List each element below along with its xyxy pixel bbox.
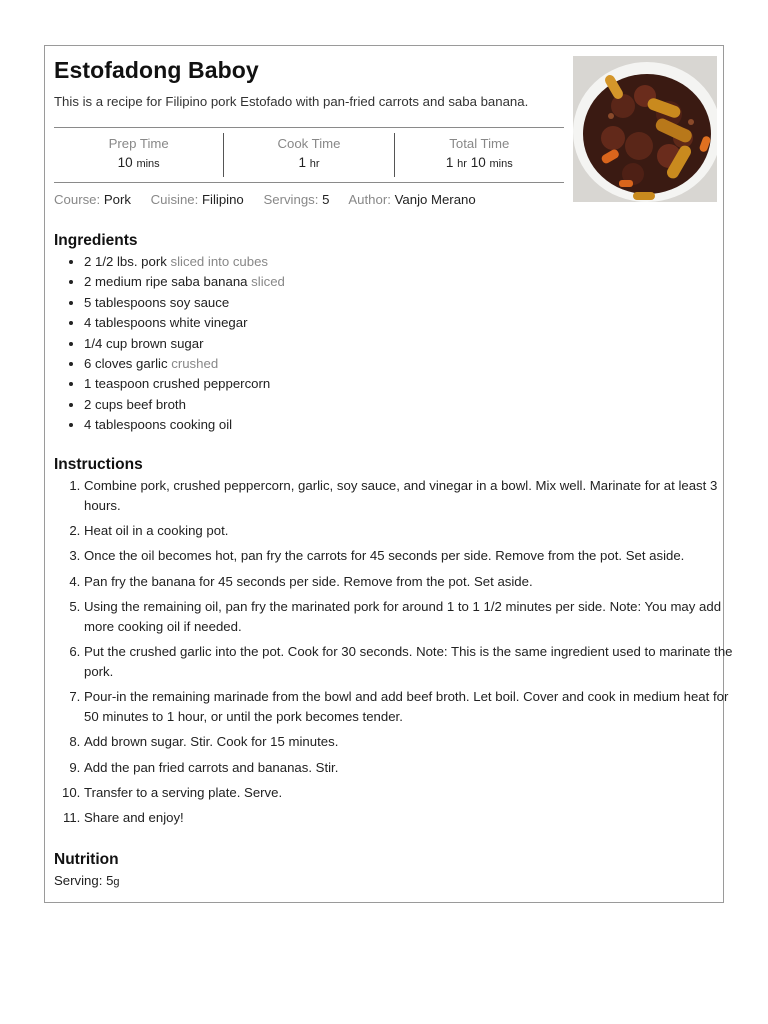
ingredient-text: 2 1/2 lbs. pork (84, 254, 167, 269)
ingredient-text: 1 teaspoon crushed peppercorn (84, 376, 271, 392)
prep-time-number: 10 (117, 155, 133, 170)
course-value: Pork (103, 192, 131, 207)
recipe-title: Estofadong Baboy (54, 57, 259, 83)
prep-time (54, 128, 223, 182)
author-label: Author: (348, 192, 391, 207)
cuisine-value: Filipino (201, 192, 244, 207)
instruction-step: 3. Once the oil becomes hot, pan fry the carrots for 45 seconds per side. Remove from the pot. Set aside. (84, 546, 734, 566)
ingredient-item (84, 354, 285, 374)
instruction-step: 11. Share and enjoy! (84, 808, 734, 828)
total-time-value (395, 153, 564, 174)
total-time-minutes: 10 (470, 155, 486, 170)
ingredient-item (84, 374, 285, 394)
prep-time-unit: mins (136, 158, 160, 170)
instruction-step: 10. Transfer to a serving plate. Serve. (84, 783, 734, 803)
ingredient-item (84, 313, 285, 333)
recipe-card (44, 45, 733, 903)
cook-time-number: 1 (298, 155, 306, 170)
instruction-step: 7. Pour-in the remaining marinade from the bowl and add beef broth. Let boil. Cover and cook in medium heat for 50 minutes to 1 hour, or until the pork becomes tender. (84, 687, 734, 727)
total-time-label: Total Time (449, 136, 510, 151)
course-meta (54, 192, 131, 207)
ingredient-note: sliced (251, 274, 285, 290)
cuisine-meta (151, 192, 244, 207)
recipe-summary: This is a recipe for Filipino pork Estofado with pan-fried carrots and saba banana. (54, 94, 529, 109)
ingredient-text: 6 cloves garlic (84, 356, 168, 372)
cook-time (223, 133, 393, 177)
prep-time-label: Prep Time (108, 136, 169, 151)
instruction-step: 2. Heat oil in a cooking pot. (84, 521, 734, 541)
ingredient-item (84, 272, 285, 292)
ingredient-text: 2 medium ripe saba banana (84, 274, 248, 290)
servings-label: Servings: (263, 192, 319, 207)
ingredient-item (84, 334, 285, 354)
servings-value: 5 (322, 192, 330, 207)
ingredient-item (84, 395, 285, 415)
instruction-step: 1. Combine pork, crushed peppercorn, garlic, soy sauce, and vinegar in a bowl. Mix well. Marinate for at least 3 hours. (84, 476, 734, 516)
ingredient-text: 1/4 cup brown sugar (84, 335, 204, 351)
ingredient-item (84, 252, 285, 272)
ingredient-text: 4 tablespoons white vinegar (84, 315, 248, 331)
recipe-photo (573, 56, 717, 202)
instruction-step: 4. Pan fry the banana for 45 seconds per side. Remove from the pot. Set aside. (84, 572, 734, 592)
nutrition-serving-label: Serving: (54, 873, 103, 888)
cook-time-label: Cook Time (277, 136, 341, 151)
stew-photo-icon (573, 56, 717, 202)
total-time-minutes-unit: mins (489, 158, 513, 170)
course-label: Course: (54, 192, 101, 207)
instruction-step: 5. Using the remaining oil, pan fry the marinated pork for around 1 to 1 1/2 minutes per side. Note: You may add more cooking oil if needed. (84, 597, 734, 637)
ingredient-item (84, 415, 285, 435)
cuisine-label: Cuisine: (150, 192, 199, 207)
ingredient-text: 2 cups beef broth (84, 396, 186, 412)
ingredient-note: crushed (171, 356, 219, 372)
recipe-times (54, 127, 564, 183)
total-time-hours-unit: hr (457, 158, 467, 170)
ingredients-list (54, 252, 285, 436)
total-time (394, 133, 564, 177)
cook-time-unit: hr (309, 158, 320, 170)
instruction-step: 6. Put the crushed garlic into the pot. Cook for 30 seconds. Note: This is the same ingredient used to marinate the pork. (84, 642, 734, 682)
instructions-list (54, 476, 734, 833)
nutrition-serving-value: 5 (106, 873, 114, 888)
instructions-heading: Instructions (54, 456, 143, 473)
author-value: Vanjo Merano (394, 192, 476, 207)
instruction-step: 8. Add brown sugar. Stir. Cook for 15 minutes. (84, 732, 734, 752)
recipe-meta (54, 192, 492, 207)
ingredient-note: sliced into cubes (170, 254, 269, 269)
nutrition-serving-unit: g (113, 876, 120, 888)
ingredient-item (84, 293, 285, 313)
ingredient-text: 4 tablespoons cooking oil (84, 417, 233, 433)
instruction-step: 9. Add the pan fried carrots and bananas. Stir. (84, 758, 734, 778)
nutrition-heading: Nutrition (54, 851, 119, 868)
servings-meta (263, 192, 329, 207)
ingredients-heading: Ingredients (54, 232, 138, 249)
ingredient-text: 5 tablespoons soy sauce (84, 294, 230, 310)
prep-time-value (54, 153, 223, 174)
total-time-hours: 1 (445, 155, 454, 170)
author-meta (348, 192, 475, 207)
cook-time-value (224, 153, 393, 174)
nutrition-serving (54, 873, 120, 888)
